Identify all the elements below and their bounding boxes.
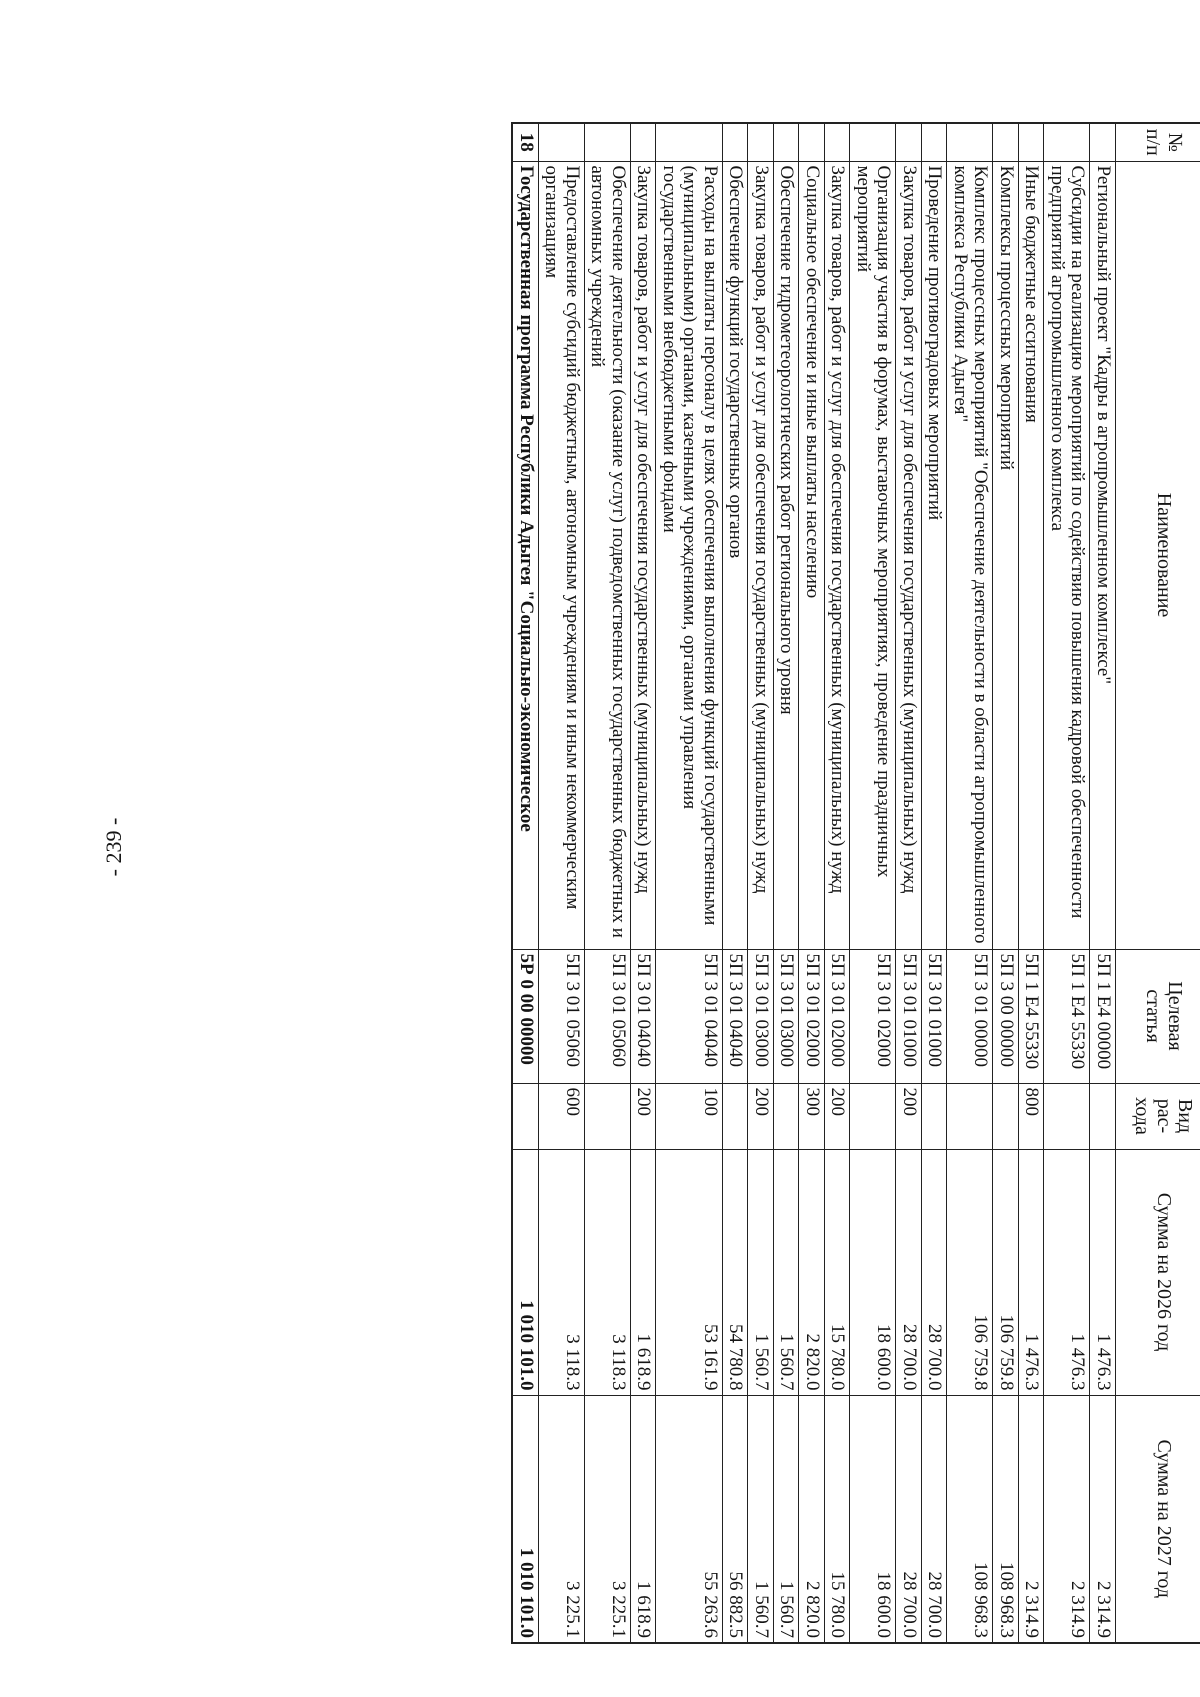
row-no [993, 123, 1019, 161]
row-name: Предоставление субсидий бюджетным, автономным учреждениям и иным некоммерческим организациям [538, 161, 584, 949]
row-target: 5П 3 00 00000 [993, 949, 1019, 1083]
row-kind [773, 1083, 799, 1149]
row-sum-2026: 2 820.0 [799, 1149, 825, 1395]
row-target: 5П 3 01 02000 [850, 949, 896, 1083]
table-row [512, 123, 538, 1643]
row-target: 5П 3 01 00000 [947, 949, 993, 1083]
row-sum-2027: 2 314.9 [1090, 1395, 1116, 1643]
row-sum-2026: 106 759.8 [947, 1149, 993, 1395]
row-target: 5П 1 Е4 55330 [1044, 949, 1090, 1083]
row-name: Обеспечение гидрометеорологических работ регионального уровня [773, 161, 799, 949]
row-target: 5П 1 Е4 00000 [1090, 949, 1116, 1083]
row-sum-2027: 1 560.7 [773, 1395, 799, 1643]
row-kind: 100 [656, 1083, 723, 1149]
row-sum-2027: 55 263.6 [656, 1395, 723, 1643]
row-target: 5П 3 01 02000 [799, 949, 825, 1083]
row-name: Организация участия в форумах, выставочных мероприятиях, проведение праздничных мероприятий [850, 161, 896, 949]
row-name: Комплекс процессных мероприятий "Обеспечение деятельности в области агропромышленного комплекса Республики Адыгея" [947, 161, 993, 949]
row-no [850, 123, 896, 161]
row-kind: 200 [748, 1083, 774, 1149]
row-target: 5П 3 01 04040 [630, 949, 656, 1083]
row-no [799, 123, 825, 161]
row-target: 5П 1 Е4 55330 [1018, 949, 1044, 1083]
row-name: Социальное обеспечение и иные выплаты населению [799, 161, 825, 949]
row-target: 5Р 0 00 00000 [512, 949, 538, 1083]
row-sum-2027: 28 700.0 [921, 1395, 947, 1643]
row-sum-2026: 28 700.0 [921, 1149, 947, 1395]
row-sum-2026: 1 476.3 [1018, 1149, 1044, 1395]
row-no [538, 123, 584, 161]
row-kind [722, 1083, 748, 1149]
row-kind [1044, 1083, 1090, 1149]
row-kind: 300 [799, 1083, 825, 1149]
table-row [993, 123, 1019, 1643]
row-sum-2026: 1 476.3 [1044, 1149, 1090, 1395]
row-kind [993, 1083, 1019, 1149]
row-sum-2027: 28 700.0 [896, 1395, 922, 1643]
table-row [850, 123, 896, 1643]
row-sum-2026: 53 161.9 [656, 1149, 723, 1395]
row-name: Обеспечение деятельности (оказание услуг) подведомственных государственных бюджетных и автономных учреждений [584, 161, 630, 949]
page-number: - 239 - [101, 817, 126, 877]
table-row [584, 123, 630, 1643]
row-kind [850, 1083, 896, 1149]
row-sum-2027: 2 314.9 [1044, 1395, 1090, 1643]
row-sum-2026: 106 759.8 [993, 1149, 1019, 1395]
row-kind [584, 1083, 630, 1149]
row-sum-2027: 2 314.9 [1018, 1395, 1044, 1643]
table-row [773, 123, 799, 1643]
row-sum-2027: 1 010 101.0 [512, 1395, 538, 1643]
row-sum-2027: 56 882.5 [722, 1395, 748, 1643]
row-sum-2026: 28 700.0 [896, 1149, 922, 1395]
table-row [656, 123, 723, 1643]
table-body [512, 123, 1115, 1643]
row-name: Обеспечение функций государственных органов [722, 161, 748, 949]
row-no [1090, 123, 1116, 161]
row-kind: 200 [630, 1083, 656, 1149]
row-name: Закупка товаров, работ и услуг для обеспечения государственных (муниципальных) нужд [896, 161, 922, 949]
row-sum-2027: 18 600.0 [850, 1395, 896, 1643]
row-kind [512, 1083, 538, 1149]
row-name: Комплексы процессных мероприятий [993, 161, 1019, 949]
row-name: Закупка товаров, работ и услуг для обеспечения государственных (муниципальных) нужд [824, 161, 850, 949]
table-row [1044, 123, 1090, 1643]
row-sum-2027: 15 780.0 [824, 1395, 850, 1643]
row-no [584, 123, 630, 161]
row-target: 5П 3 01 05060 [584, 949, 630, 1083]
row-sum-2027: 2 820.0 [799, 1395, 825, 1643]
row-kind [947, 1083, 993, 1149]
header-sum-2027: Сумма на 2027 год [1116, 1395, 1200, 1643]
row-no [1044, 123, 1090, 161]
table-row [824, 123, 850, 1643]
rotated-table-area [511, 122, 1200, 1642]
row-sum-2027: 3 225.1 [584, 1395, 630, 1643]
row-target: 5П 3 01 05060 [538, 949, 584, 1083]
row-sum-2026: 15 780.0 [824, 1149, 850, 1395]
row-target: 5П 3 01 03000 [748, 949, 774, 1083]
table-row [630, 123, 656, 1643]
budget-table [511, 122, 1200, 1644]
row-sum-2026: 3 118.3 [538, 1149, 584, 1395]
row-no [773, 123, 799, 161]
table-header-row [1116, 123, 1200, 1643]
row-name: Закупка товаров, работ и услуг для обеспечения государственных (муниципальных) нужд [630, 161, 656, 949]
row-target: 5П 3 01 01000 [896, 949, 922, 1083]
row-kind: 200 [824, 1083, 850, 1149]
row-name: Субсидии на реализацию мероприятий по содействию повышения кадровой обеспеченности предприятий агропромышленного комплекса [1044, 161, 1090, 949]
row-sum-2026: 1 618.9 [630, 1149, 656, 1395]
row-sum-2027: 3 225.1 [538, 1395, 584, 1643]
row-no [1018, 123, 1044, 161]
row-no [947, 123, 993, 161]
header-name: Наименование [1116, 161, 1200, 949]
table-row [947, 123, 993, 1643]
row-no [748, 123, 774, 161]
row-target: 5П 3 01 04040 [722, 949, 748, 1083]
row-target: 5П 3 01 01000 [921, 949, 947, 1083]
row-kind: 800 [1018, 1083, 1044, 1149]
row-kind [921, 1083, 947, 1149]
row-sum-2027: 108 968.3 [993, 1395, 1019, 1643]
row-no [656, 123, 723, 161]
row-no [630, 123, 656, 161]
table-row [799, 123, 825, 1643]
row-sum-2026: 1 010 101.0 [512, 1149, 538, 1395]
row-name: Государственная программа Республики Адыгея "Социально-экономическое [512, 161, 538, 949]
row-kind: 200 [896, 1083, 922, 1149]
row-no [824, 123, 850, 161]
row-sum-2026: 54 780.8 [722, 1149, 748, 1395]
row-name: Расходы на выплаты персоналу в целях обеспечения выполнения функций государственными (муниципальными) органами, казенными учреждениями, органами управления государственными внебюджетными фондами [656, 161, 723, 949]
table-row [748, 123, 774, 1643]
table-row [1018, 123, 1044, 1643]
row-sum-2027: 1 560.7 [748, 1395, 774, 1643]
header-target: Целевая статья [1116, 949, 1200, 1083]
row-kind: 600 [538, 1083, 584, 1149]
row-no [921, 123, 947, 161]
row-no [722, 123, 748, 161]
row-sum-2026: 18 600.0 [850, 1149, 896, 1395]
row-name: Иные бюджетные ассигнования [1018, 161, 1044, 949]
row-sum-2027: 108 968.3 [947, 1395, 993, 1643]
row-sum-2026: 1 476.3 [1090, 1149, 1116, 1395]
header-kind: Вид рас-хода [1116, 1083, 1200, 1149]
header-no: № п/п [1116, 123, 1200, 161]
row-name: Проведение противоградовых мероприятий [921, 161, 947, 949]
table-row [896, 123, 922, 1643]
header-sum-2026: Сумма на 2026 год [1116, 1149, 1200, 1395]
table-row [722, 123, 748, 1643]
table-row [538, 123, 584, 1643]
table-row [921, 123, 947, 1643]
row-target: 5П 3 01 04040 [656, 949, 723, 1083]
row-target: 5П 3 01 02000 [824, 949, 850, 1083]
row-name: Региональный проект "Кадры в агропромышленном комплексе" [1090, 161, 1116, 949]
row-sum-2026: 1 560.7 [748, 1149, 774, 1395]
row-no: 18 [512, 123, 538, 161]
row-sum-2026: 3 118.3 [584, 1149, 630, 1395]
row-target: 5П 3 01 03000 [773, 949, 799, 1083]
row-no [896, 123, 922, 161]
row-kind [1090, 1083, 1116, 1149]
row-sum-2026: 1 560.7 [773, 1149, 799, 1395]
row-sum-2027: 1 618.9 [630, 1395, 656, 1643]
table-row [1090, 123, 1116, 1643]
row-name: Закупка товаров, работ и услуг для обеспечения государственных (муниципальных) нужд [748, 161, 774, 949]
